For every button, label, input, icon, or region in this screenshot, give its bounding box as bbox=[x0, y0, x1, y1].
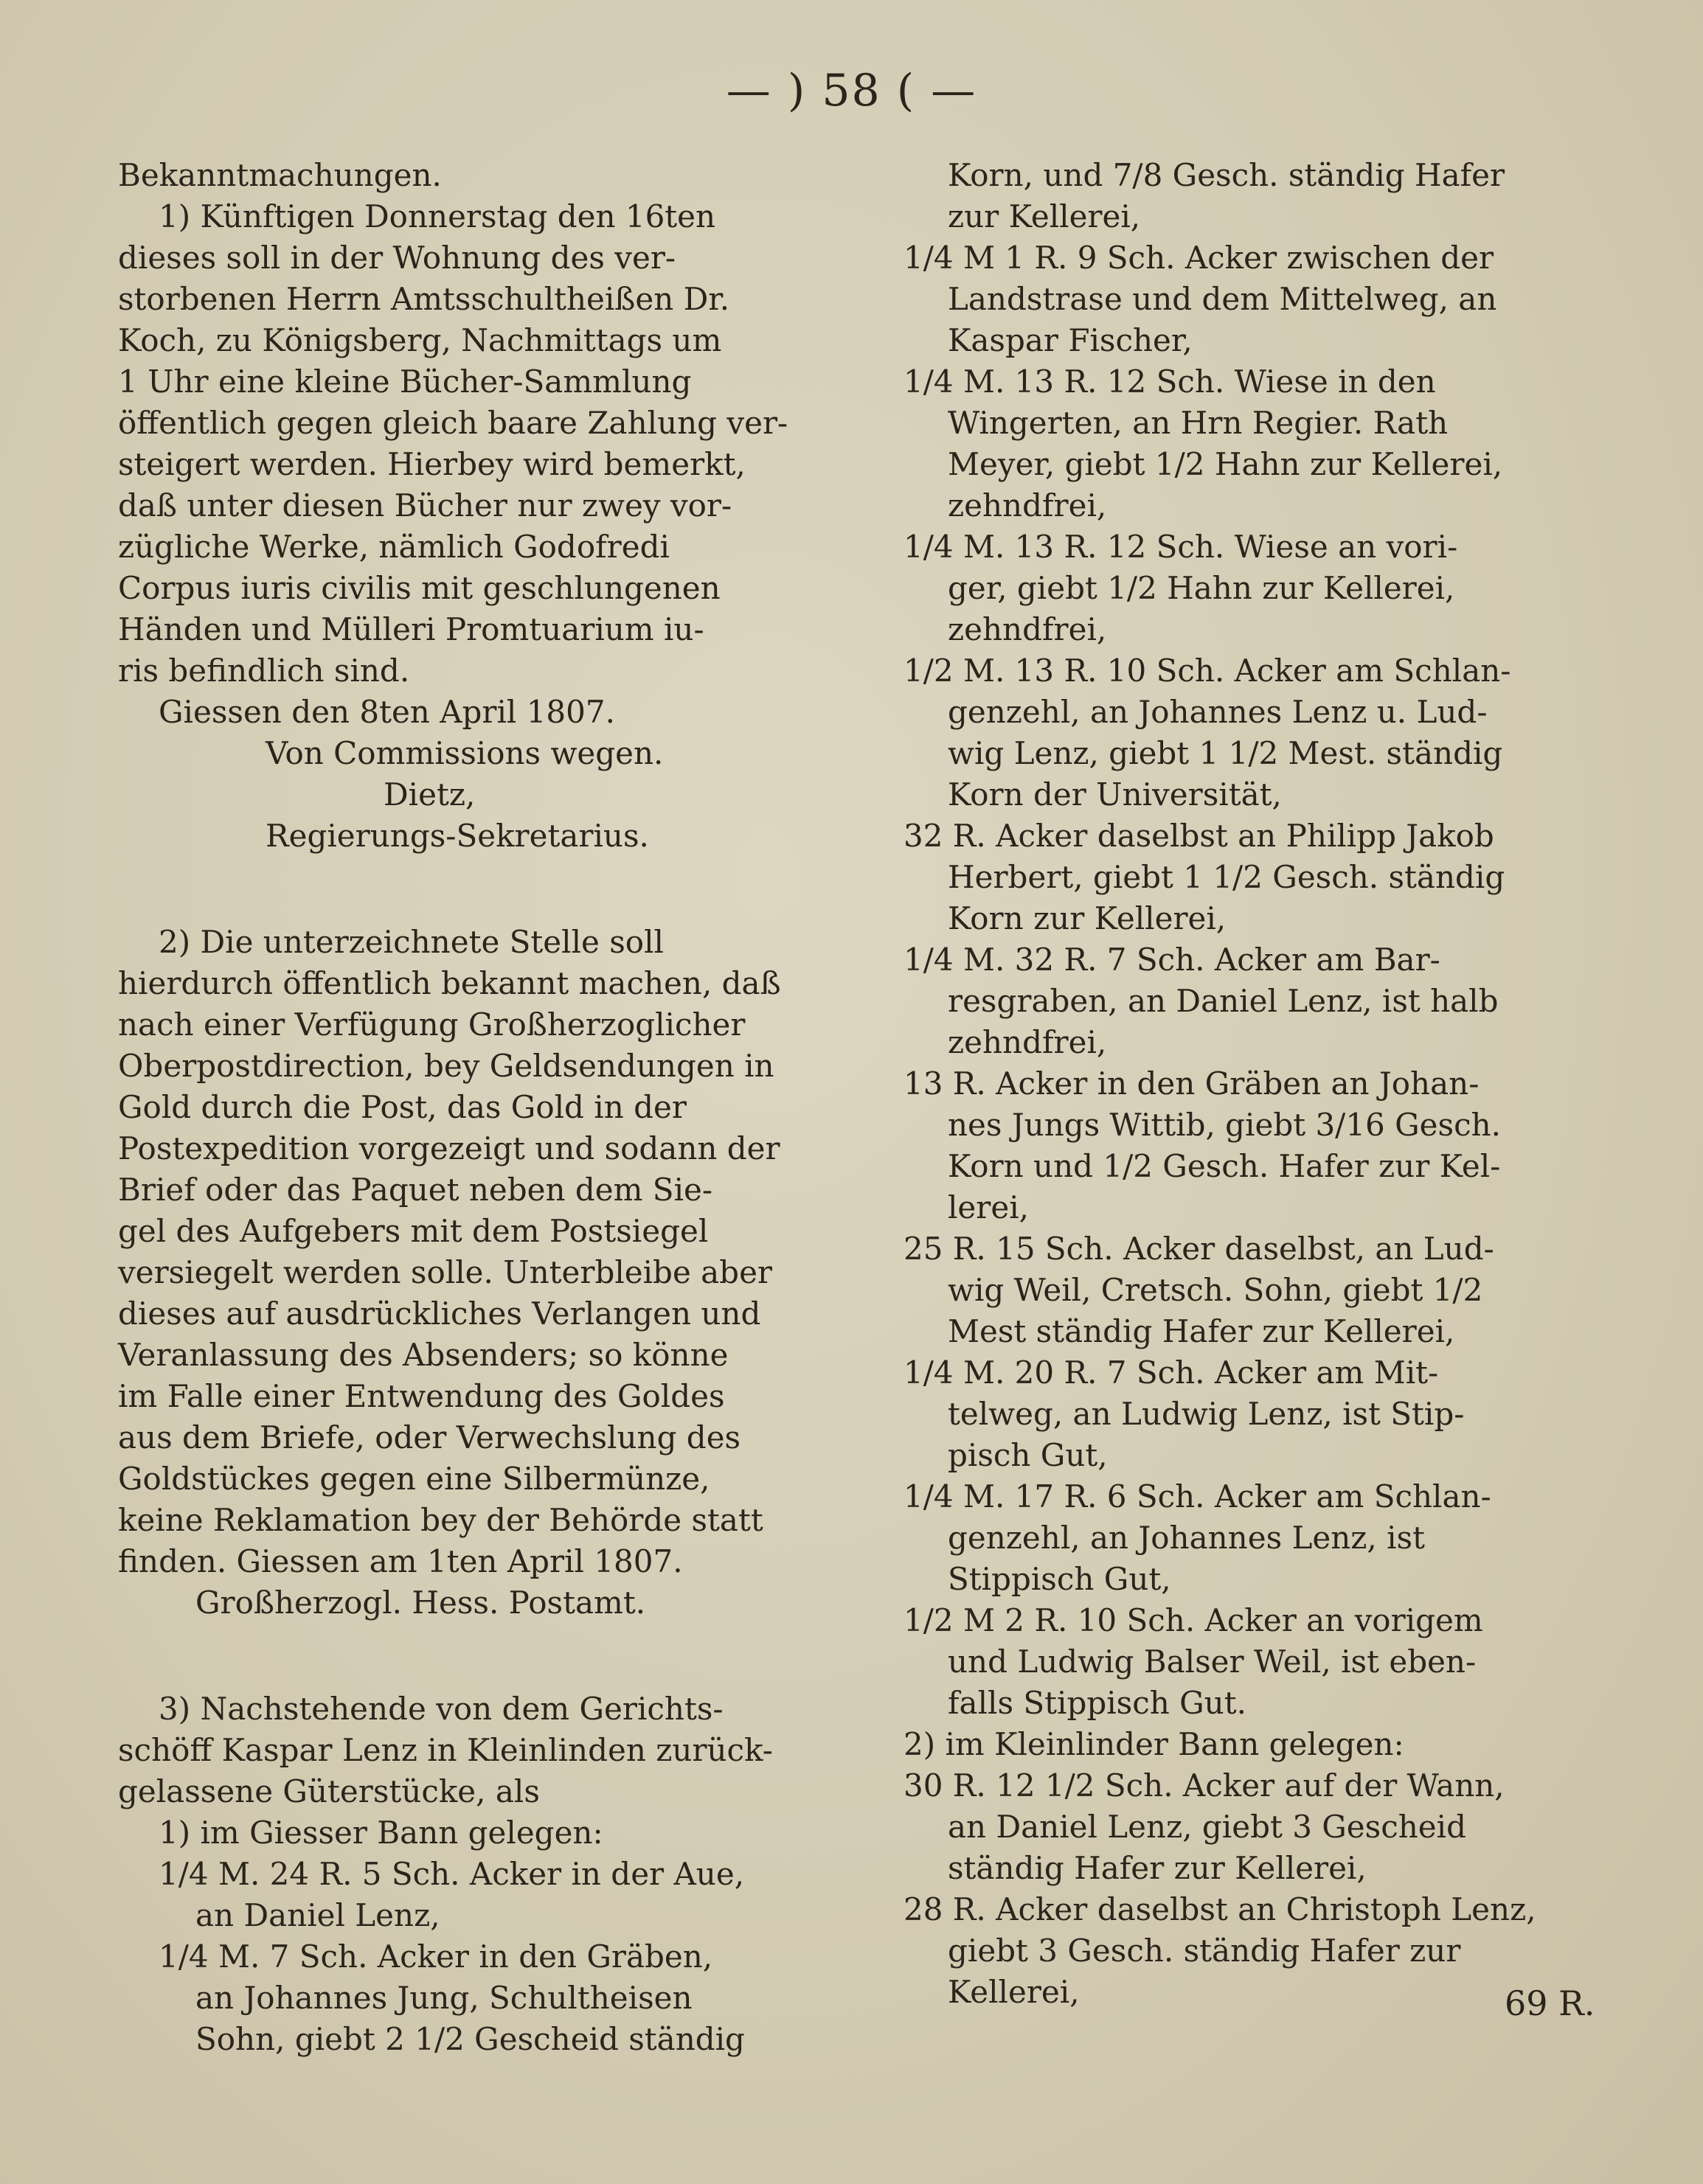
text-line: zur Kellerei, bbox=[948, 198, 1141, 234]
text-line: genzehl, an Johannes Lenz u. Lud- bbox=[948, 694, 1488, 730]
text-line: dieses soll in der Wohnung des ver- bbox=[118, 240, 676, 276]
text-line: storbenen Herrn Amtsschultheißen Dr. bbox=[118, 281, 730, 317]
text-line: an Johannes Jung, Schultheisen bbox=[195, 1980, 693, 2016]
text-line: Gold durch die Post, das Gold in der bbox=[118, 1089, 687, 1125]
text-line: 1/4 M. 7 Sch. Acker in den Gräben, bbox=[159, 1938, 713, 1975]
text-line: giebt 3 Gesch. ständig Hafer zur bbox=[948, 1933, 1461, 1969]
text-line: Stippisch Gut, bbox=[948, 1561, 1171, 1597]
text-line: genzehl, an Johannes Lenz, ist bbox=[948, 1520, 1425, 1556]
text-line: 1/2 M 2 R. 10 Sch. Acker an vorigem bbox=[903, 1602, 1483, 1638]
text-line: 1/4 M. 32 R. 7 Sch. Acker am Bar- bbox=[903, 942, 1440, 978]
text-line: versiegelt werden solle. Unterbleibe aber bbox=[118, 1254, 773, 1290]
text-line: ger, giebt 1/2 Hahn zur Kellerei, bbox=[948, 570, 1455, 606]
text-line: 1) im Giesser Bann gelegen: bbox=[159, 1815, 603, 1851]
page-number-header: — ) 58 ( — bbox=[726, 65, 977, 116]
left-column bbox=[118, 155, 844, 2060]
text-line: 1/4 M. 17 R. 6 Sch. Acker am Schlan- bbox=[903, 1478, 1491, 1514]
text-line: Dietz, bbox=[384, 776, 476, 813]
text-line: 2) im Kleinlinder Bann gelegen: bbox=[903, 1726, 1404, 1762]
text-line: dieses auf ausdrückliches Verlangen und bbox=[118, 1296, 761, 1332]
text-line: zehndfrei, bbox=[948, 487, 1107, 524]
footer-tally: 69 R. bbox=[1505, 1983, 1595, 2023]
text-line: Kaspar Fischer, bbox=[948, 322, 1193, 358]
text-line: ris befindlich sind. bbox=[118, 653, 410, 689]
text-line: gel des Aufgebers mit dem Postsiegel bbox=[118, 1213, 709, 1249]
text-line: steigert werden. Hierbey wird bemerkt, bbox=[118, 446, 746, 482]
text-line: schöff Kaspar Lenz in Kleinlinden zurück- bbox=[118, 1732, 773, 1768]
text-line: 32 R. Acker daselbst an Philipp Jakob bbox=[903, 818, 1494, 854]
text-line: Postexpedition vorgezeigt und sodann der bbox=[118, 1130, 780, 1166]
text-line: Korn und 1/2 Gesch. Hafer zur Kel- bbox=[948, 1148, 1501, 1184]
text-line: Wingerten, an Hrn Regier. Rath bbox=[948, 405, 1449, 441]
text-line: 1/4 M. 20 R. 7 Sch. Acker am Mit- bbox=[903, 1354, 1439, 1391]
text-line: Landstrase und dem Mittelweg, an bbox=[948, 281, 1497, 317]
text-line: 1 Uhr eine kleine Bücher-Sammlung bbox=[118, 364, 692, 400]
text-line: nes Jungs Wittib, giebt 3/16 Gesch. bbox=[948, 1107, 1502, 1143]
text-line: finden. Giessen am 1ten April 1807. bbox=[118, 1543, 683, 1579]
text-line: Mest ständig Hafer zur Kellerei, bbox=[948, 1313, 1455, 1349]
text-line: 2) Die unterzeichnete Stelle soll bbox=[159, 924, 664, 960]
text-line: Korn der Universität, bbox=[948, 776, 1282, 813]
text-line: Sohn, giebt 2 1/2 Gescheid ständig bbox=[195, 2021, 745, 2057]
text-line: Bekanntmachungen. bbox=[118, 157, 442, 193]
text-line: pisch Gut, bbox=[948, 1437, 1108, 1473]
text-line: öffentlich gegen gleich baare Zahlung ver- bbox=[118, 405, 788, 441]
text-line: Herbert, giebt 1 1/2 Gesch. ständig bbox=[948, 859, 1505, 895]
text-line: zehndfrei, bbox=[948, 611, 1107, 647]
text-line: Brief oder das Paquet neben dem Sie- bbox=[118, 1172, 713, 1208]
text-line: Meyer, giebt 1/2 Hahn zur Kellerei, bbox=[948, 446, 1503, 482]
text-line: 28 R. Acker daselbst an Christoph Lenz, bbox=[903, 1891, 1536, 1927]
text-line: Corpus iuris civilis mit geschlungenen bbox=[118, 570, 721, 606]
text-line: Oberpostdirection, bey Geldsendungen in bbox=[118, 1048, 774, 1084]
text-line: gelassene Güterstücke, als bbox=[118, 1773, 540, 1809]
text-line: Goldstückes gegen eine Silbermünze, bbox=[118, 1461, 710, 1497]
text-line: nach einer Verfügung Großherzoglicher bbox=[118, 1006, 746, 1043]
text-line: 1/4 M 1 R. 9 Sch. Acker zwischen der bbox=[903, 240, 1494, 276]
text-line: im Falle einer Entwendung des Goldes bbox=[118, 1378, 725, 1414]
text-line: ständig Hafer zur Kellerei, bbox=[948, 1850, 1367, 1886]
text-line: an Daniel Lenz, bbox=[195, 1897, 440, 1933]
text-line: Koch, zu Königsberg, Nachmittags um bbox=[118, 322, 722, 358]
text-line: daß unter diesen Bücher nur zwey vor- bbox=[118, 487, 732, 524]
text-line: zügliche Werke, nämlich Godofredi bbox=[118, 529, 670, 565]
text-line: 1/4 M. 13 R. 12 Sch. Wiese in den bbox=[903, 364, 1436, 400]
text-line: wig Weil, Cretsch. Sohn, giebt 1/2 bbox=[948, 1272, 1483, 1308]
right-column bbox=[903, 155, 1604, 2013]
text-line: Großherzogl. Hess. Postamt. bbox=[195, 1585, 646, 1621]
text-line: aus dem Briefe, oder Verwechslung des bbox=[118, 1419, 741, 1456]
text-line: an Daniel Lenz, giebt 3 Gescheid bbox=[948, 1809, 1466, 1845]
text-line: 1/4 M. 13 R. 12 Sch. Wiese an vori- bbox=[903, 529, 1458, 565]
paragraph-gap bbox=[118, 1635, 844, 1677]
text-line: wig Lenz, giebt 1 1/2 Mest. ständig bbox=[948, 735, 1503, 771]
text-line: 1/2 M. 13 R. 10 Sch. Acker am Schlan- bbox=[903, 653, 1511, 689]
text-line: 3) Nachstehende von dem Gerichts- bbox=[159, 1691, 724, 1727]
text-line: resgraben, an Daniel Lenz, ist halb bbox=[948, 983, 1499, 1019]
text-line: 1/4 M. 24 R. 5 Sch. Acker in der Aue, bbox=[159, 1856, 745, 1892]
text-line: 1) Künftigen Donnerstag den 16ten bbox=[159, 198, 716, 234]
text-line: telweg, an Ludwig Lenz, ist Stip- bbox=[948, 1396, 1465, 1432]
text-line: Korn zur Kellerei, bbox=[948, 900, 1227, 936]
text-line: 30 R. 12 1/2 Sch. Acker auf der Wann, bbox=[903, 1767, 1505, 1804]
text-line: lerei, bbox=[948, 1189, 1030, 1225]
text-line: Korn, und 7/8 Gesch. ständig Hafer bbox=[948, 157, 1505, 193]
text-line: keine Reklamation bey der Behörde statt bbox=[118, 1502, 763, 1538]
text-line: 25 R. 15 Sch. Acker daselbst, an Lud- bbox=[903, 1231, 1494, 1267]
text-line: Von Commissions wegen. bbox=[266, 735, 664, 771]
text-line: Händen und Mülleri Promtuarium iu- bbox=[118, 611, 704, 647]
text-line: falls Stippisch Gut. bbox=[948, 1685, 1246, 1721]
text-line: hierdurch öffentlich bekannt machen, daß bbox=[118, 965, 781, 1001]
text-line: Giessen den 8ten April 1807. bbox=[159, 694, 615, 730]
text-line: Veranlassung des Absenders; so könne bbox=[118, 1337, 729, 1373]
text-line: 13 R. Acker in den Gräben an Johan- bbox=[903, 1065, 1480, 1102]
text-line: Kellerei, bbox=[948, 1974, 1080, 2010]
text-line: Regierungs-Sekretarius. bbox=[266, 818, 649, 854]
paragraph-gap bbox=[118, 869, 844, 910]
text-line: und Ludwig Balser Weil, ist eben- bbox=[948, 1644, 1477, 1680]
text-line: zehndfrei, bbox=[948, 1024, 1107, 1060]
